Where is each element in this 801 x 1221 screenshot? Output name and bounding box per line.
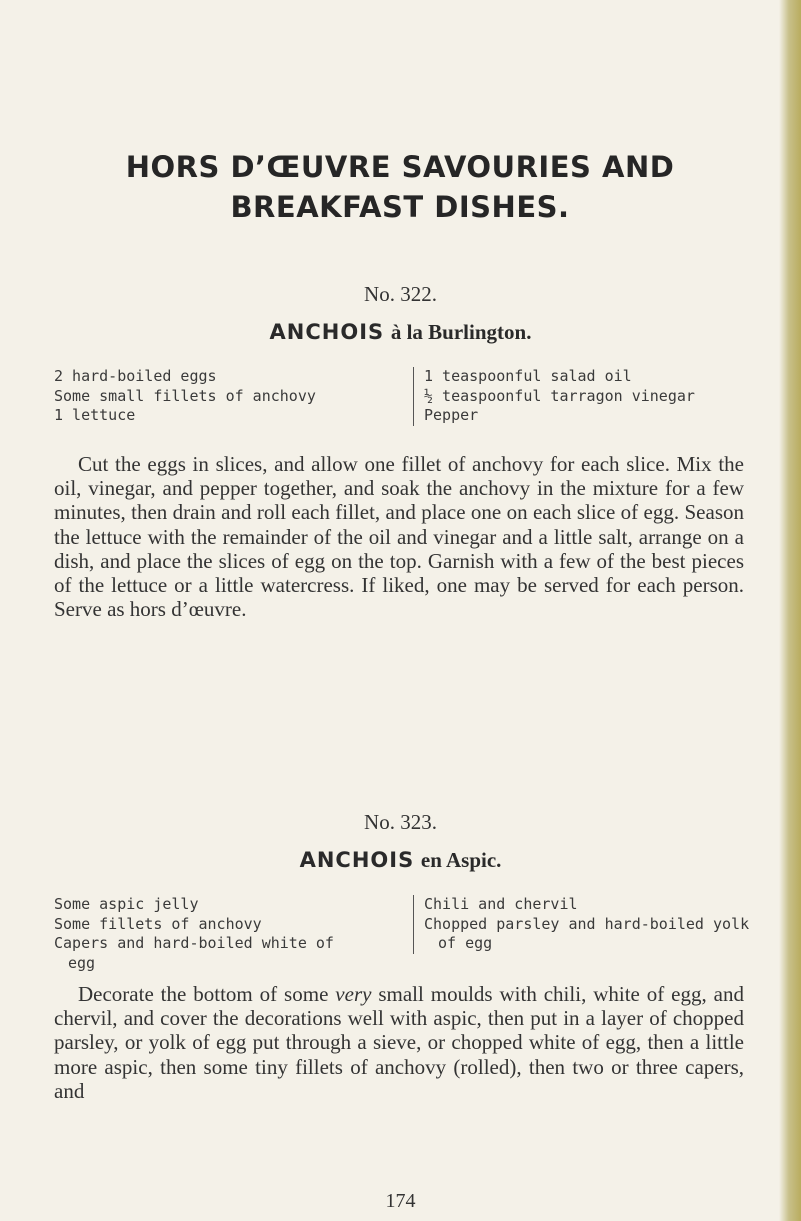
ingredient-item: Some fillets of anchovy — [54, 914, 262, 933]
ingredient-item: 2 hard-boiled eggs — [54, 367, 217, 385]
recipe-method: Cut the eggs in slices, and allow one fillet of anchovy for each slice. Mix the oil, vinegar, and pepper together, and soak the anchovy in the mixture for a few minutes, then drain and roll each fillet, and place one on each slice of egg. Season the lettuce with the remainder of the oil and vinegar and a little salt, arrange on a dish, and place the slices of egg on the top. Garnish with a few of the best pieces of the lettuce or a little watercress. If liked, one may be served for each person. Serve as hors d’œuvre. — [54, 452, 744, 622]
ingredient-item: Capers and hard-boiled white of egg — [54, 934, 334, 972]
recipe-method — [54, 982, 744, 1103]
method-text: small moulds with chili, white of egg, and chervil, and cover the decorations well with aspic, then put in a layer of chopped parsley, or yolk of egg put through a sieve, or chopped white of egg, then a little more aspic, then some tiny fillets of anchovy (rolled), then two or three capers, and — [54, 982, 744, 1103]
ingredients-list — [54, 367, 744, 447]
ingredient-item: Chopped parsley and hard-boiled yolk of egg — [424, 914, 750, 952]
recipe-title-main: ANCHOIS — [269, 320, 385, 344]
recipe-title-rest: en Aspic. — [420, 848, 502, 872]
ingredient-item: ½ teaspoonful tarragon vinegar — [424, 386, 695, 405]
ingredient-item: Chili and chervil — [424, 895, 578, 913]
recipe-title-rest: à la Burlington. — [390, 320, 532, 344]
chapter-heading-line-1: HORS D’ŒUVRE SAVOURIES AND — [125, 150, 675, 184]
ingredients-right-column — [413, 367, 754, 426]
recipe-number: No. 322. — [364, 282, 437, 306]
recipe-title — [0, 848, 801, 873]
method-emphasis: very — [335, 982, 372, 1006]
ingredient-item: Pepper — [424, 406, 479, 424]
method-text: Decorate the bottom of some — [78, 982, 336, 1006]
ingredient-item: 1 teaspoonful salad oil — [424, 367, 632, 385]
recipe-title — [0, 320, 801, 345]
ingredient-item: Some small fillets of anchovy — [54, 386, 316, 405]
page-number: 174 — [385, 1190, 416, 1212]
ingredients-left-column — [54, 895, 364, 973]
recipe-title-main: ANCHOIS — [299, 848, 415, 872]
ingredient-item: Some aspic jelly — [54, 895, 199, 913]
page-edge-shadow — [779, 0, 801, 1221]
ingredients-left-column — [54, 367, 364, 426]
recipe-number: No. 323. — [364, 810, 437, 834]
ingredients-right-column — [413, 895, 754, 954]
chapter-heading-line-2: BREAKFAST DISHES. — [230, 190, 570, 224]
ingredients-list — [54, 895, 750, 975]
ingredient-item: 1 lettuce — [54, 406, 136, 424]
